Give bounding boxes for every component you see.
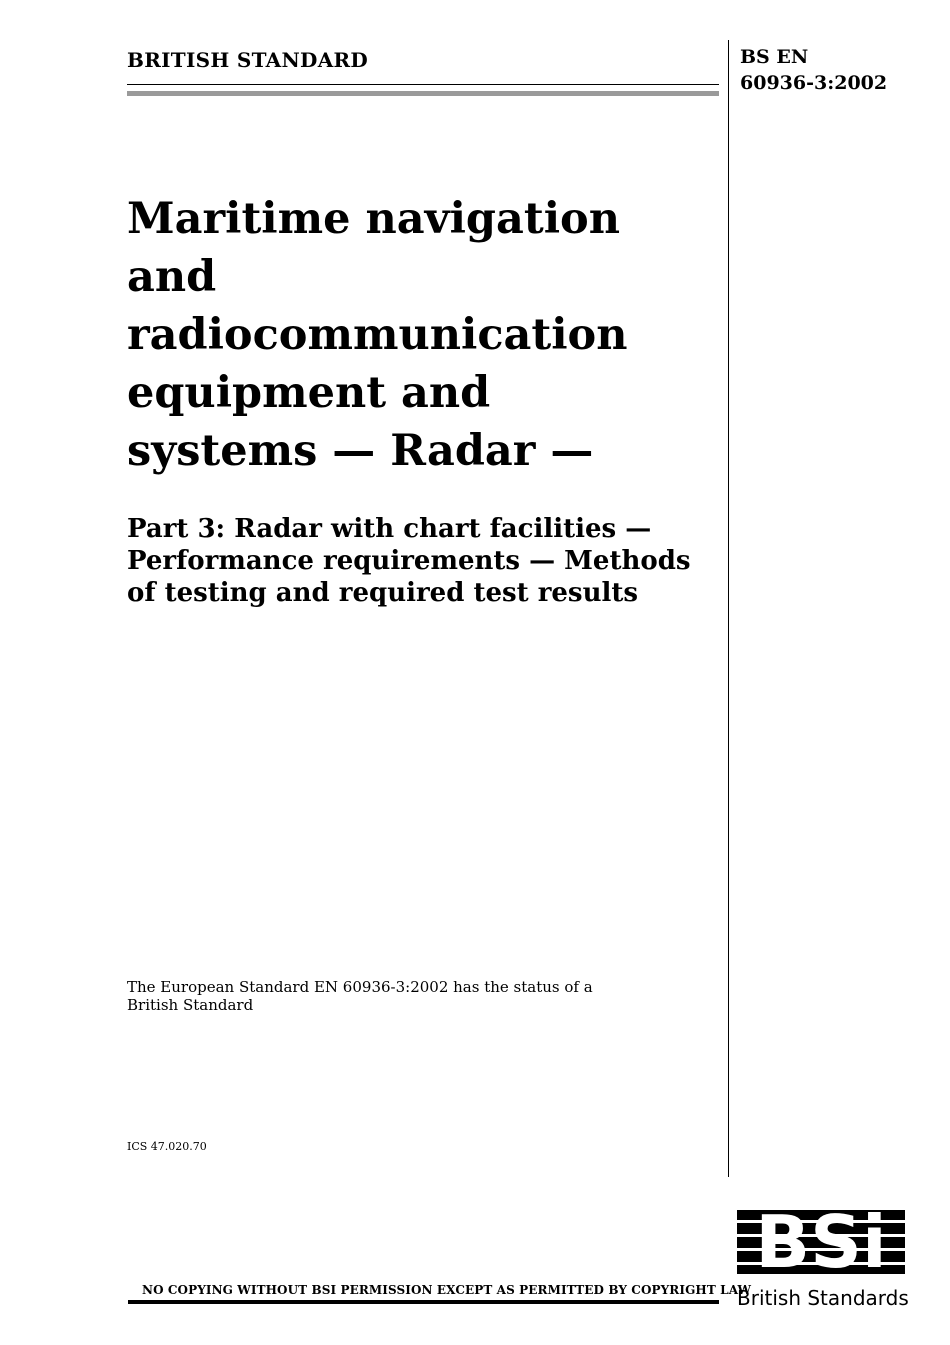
vertical-divider <box>728 40 729 1177</box>
standard-number-line2: 60936-3:2002 <box>740 72 888 94</box>
standard-number-line1: BS EN <box>740 46 809 68</box>
bsi-logo-icon <box>737 1210 905 1274</box>
header-rule-thin <box>127 84 719 85</box>
status-statement <box>127 978 597 1014</box>
title-line: Maritime navigation <box>127 194 620 244</box>
ics-code: ICS 47.020.70 <box>127 1140 207 1153</box>
logo-text: BSi <box>755 1210 887 1274</box>
subtitle-line: Part 3: Radar with chart facilities — <box>127 514 652 544</box>
subtitle-line: Performance requirements — Methods <box>127 546 691 576</box>
status-line: British Standard <box>127 996 254 1014</box>
copyright-notice: NO COPYING WITHOUT BSI PERMISSION EXCEPT AS PERMITTED BY COPYRIGHT LAW <box>142 1283 752 1297</box>
document-title <box>127 190 717 480</box>
title-line: and <box>127 252 217 302</box>
header-rule-thick <box>127 91 719 96</box>
document-subtitle <box>127 513 727 609</box>
title-line: systems — Radar — <box>127 426 594 476</box>
title-line: radiocommunication <box>127 310 628 360</box>
standard-number <box>740 44 887 96</box>
footer-rule <box>128 1300 719 1304</box>
status-line: The European Standard EN 60936-3:2002 has the status of a <box>127 978 593 996</box>
logo-subtitle: British Standards <box>737 1286 909 1310</box>
subtitle-line: of testing and required test results <box>127 578 638 608</box>
title-line: equipment and <box>127 368 491 418</box>
document-type-label: BRITISH STANDARD <box>127 48 369 72</box>
